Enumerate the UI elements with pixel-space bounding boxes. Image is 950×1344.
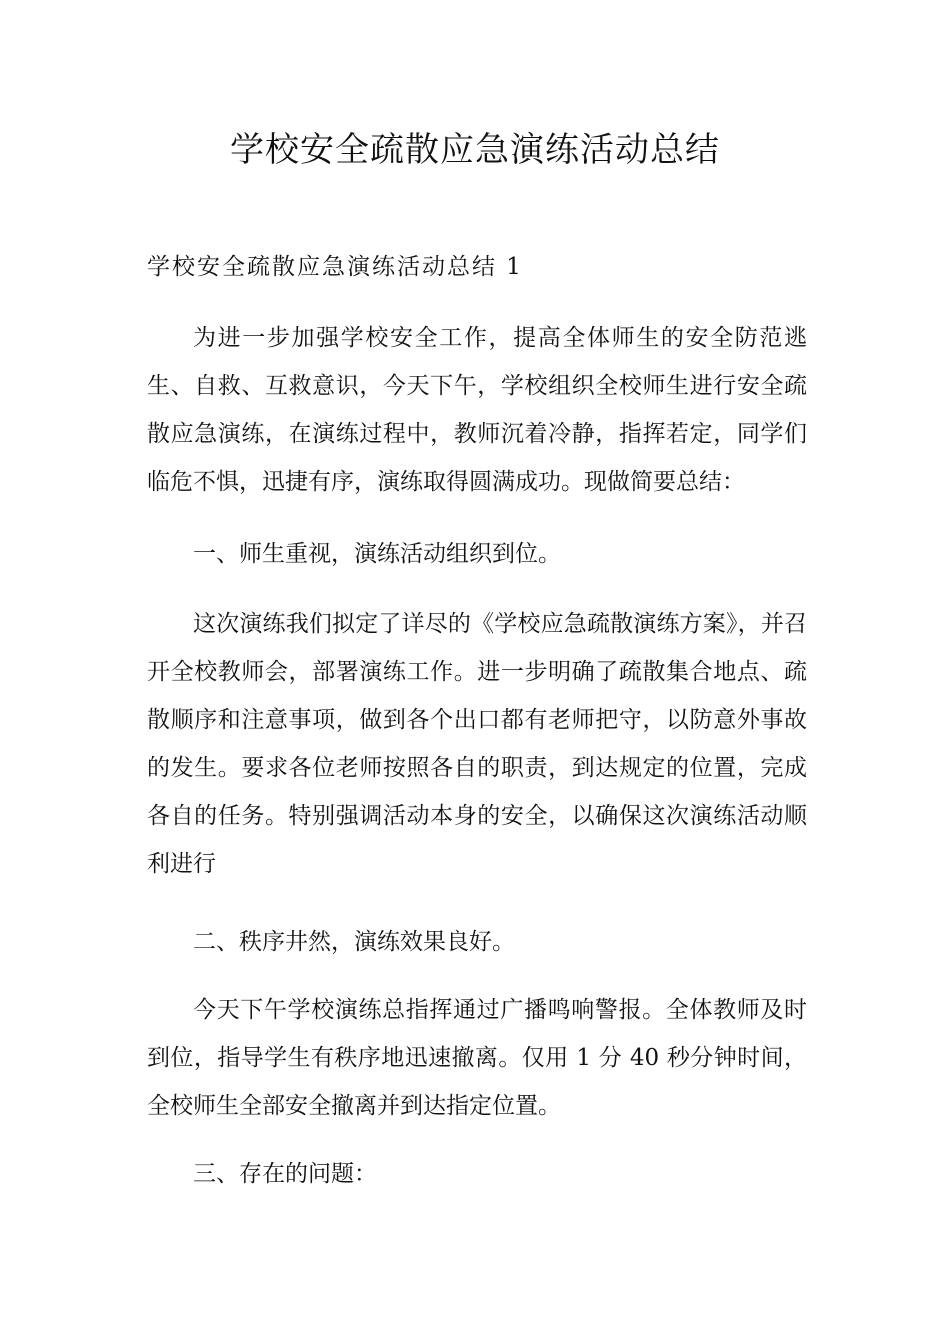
- document-subtitle: 学校安全疏散应急演练活动总结 1: [147, 254, 523, 280]
- section-heading-1: 一、师生重视，演练活动组织到位。: [193, 541, 561, 567]
- section-heading-2: 二、秩序井然，演练效果良好。: [193, 929, 515, 955]
- document-title: 学校安全疏散应急演练活动总结: [230, 130, 720, 170]
- section-heading-3: 三、存在的问题：: [193, 1161, 377, 1187]
- section-paragraph-2: 今天下午学校演练总指挥通过广播鸣响警报。全体教师及时到位，指导学生有秩序地迅速撤离。仅用 1 分 40 秒分钟时间，全校师生全部安全撤离并到达指定位置。: [147, 997, 807, 1119]
- intro-paragraph: 为进一步加强学校安全工作，提高全体师生的安全防范逃生、自救、互救意识，今天下午，学校组织全校师生进行安全疏散应急演练，在演练过程中，教师沉着冷静，指挥若定，同学们临危不惧，迅捷有序，演练取得圆满成功。现做简要总结：: [147, 325, 807, 495]
- section-paragraph-1: 这次演练我们拟定了详尽的《学校应急疏散演练方案》，并召开全校教师会，部署演练工作。进一步明确了疏散集合地点、疏散顺序和注意事项，做到各个出口都有老师把守，以防意外事故的发生。要求各位老师按照各自的职责，到达规定的位置，完成各自的任务。特别强调活动本身的安全，以确保这次演练活动顺利进行: [147, 611, 807, 877]
